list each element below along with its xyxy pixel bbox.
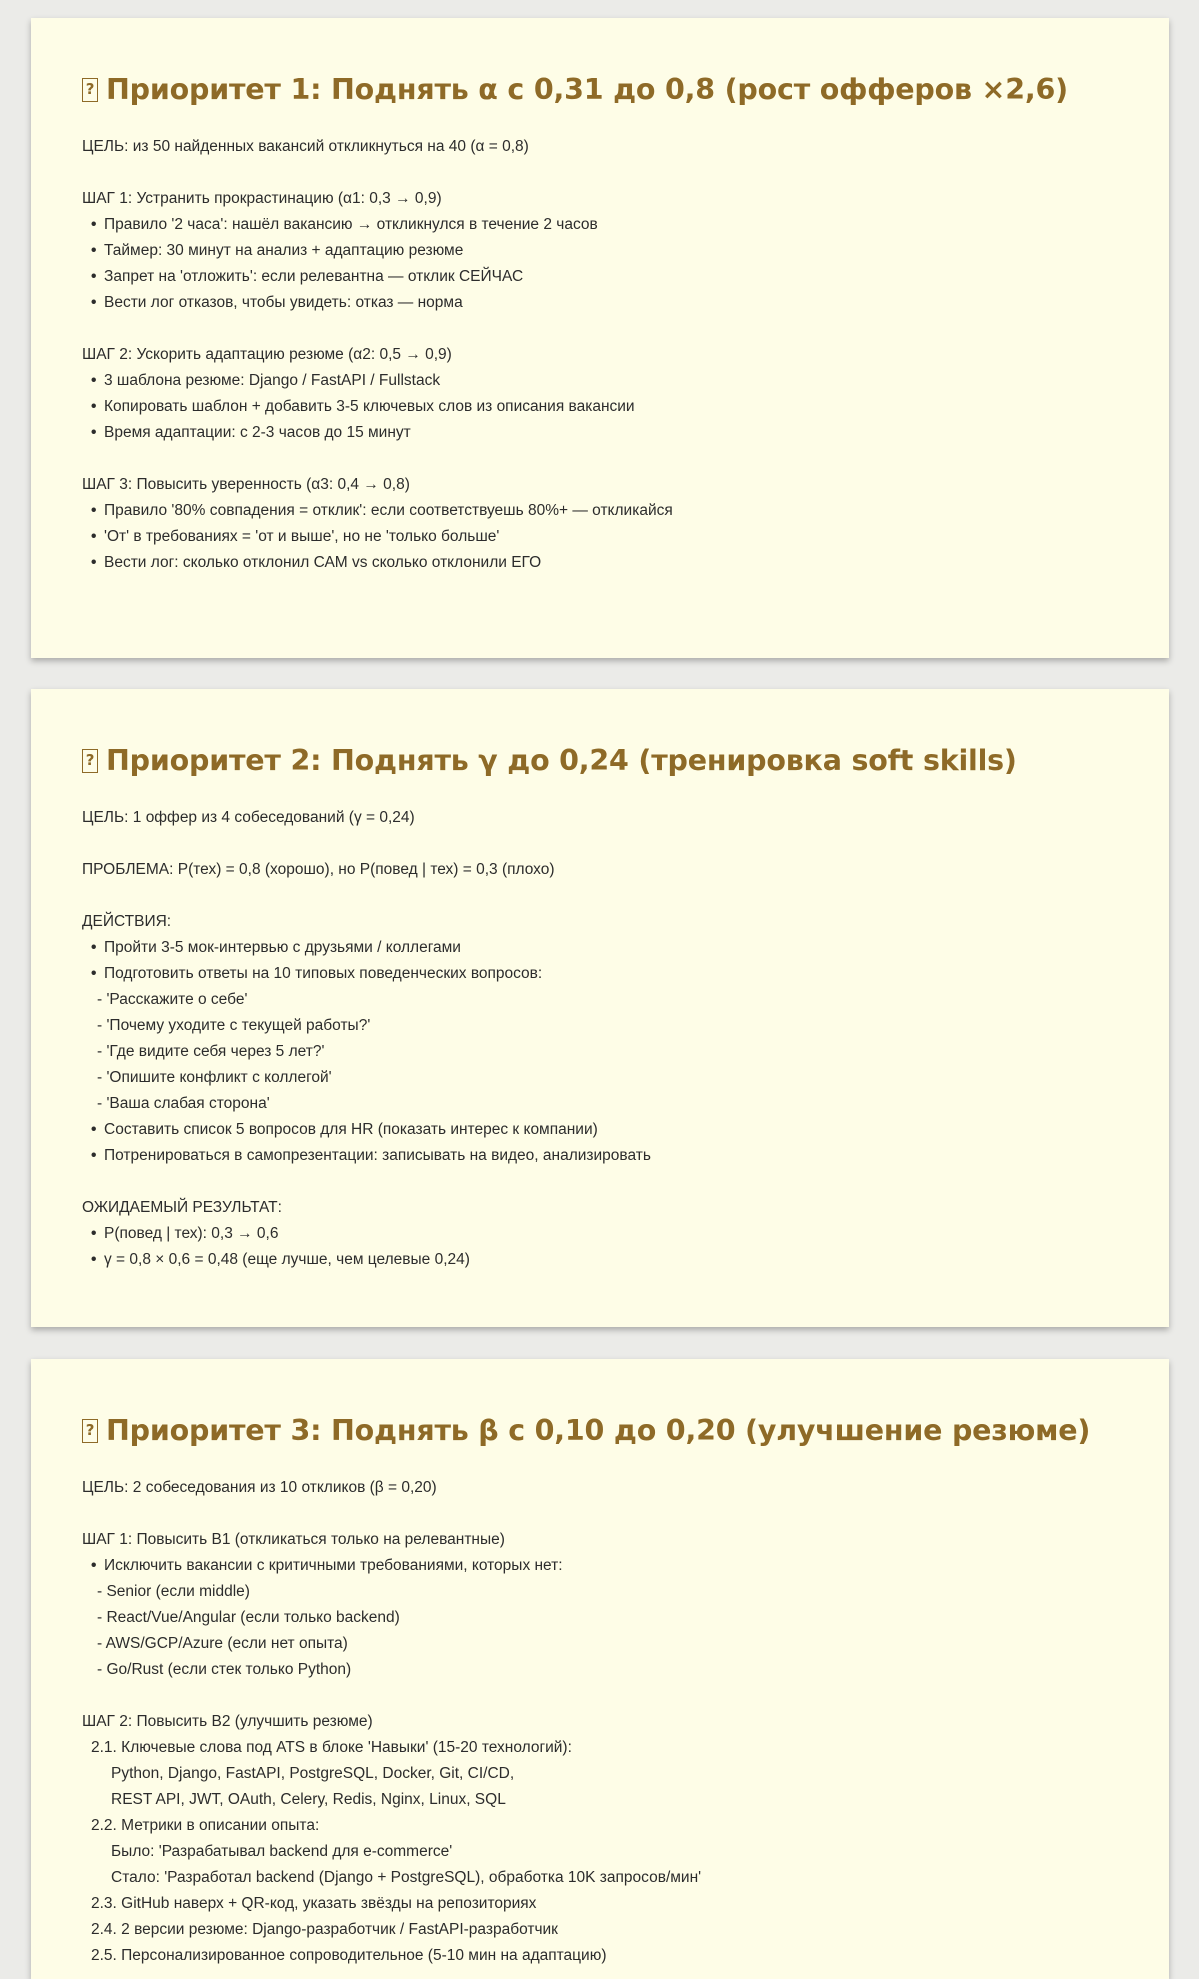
spacer xyxy=(82,831,1119,857)
text-line: ШАГ 2: Повысить B2 (улучшить резюме) xyxy=(82,1713,373,1730)
bullet-item: • Вести лог отказов, чтобы увидеть: отказ — норма xyxy=(82,290,1119,316)
bullet-item: • Исключить вакансии с критичными требованиями, которых нет: xyxy=(82,1553,1119,1579)
bullet-item: • Правило '2 часа': нашёл вакансию → откликнулся в течение 2 часов xyxy=(82,212,1119,238)
unknown-glyph-icon xyxy=(82,749,98,773)
bullet-item: • Подготовить ответы на 10 типовых поведенческих вопросов: xyxy=(82,961,1119,987)
text-line: ШАГ 1: Устранить прокрастинацию (α1: 0,3 → 0,9) xyxy=(82,190,442,207)
sub-item: - 'Расскажите о себе' xyxy=(97,991,248,1008)
card-title-text: Приоритет 2: Поднять γ до 0,24 (тренировка soft skills) xyxy=(106,743,1017,777)
text-line: ОЖИДАЕМЫЙ РЕЗУЛЬТАТ: xyxy=(82,1199,282,1216)
numbered-item: 2.5. Персонализированное сопроводительное (5-10 мин на адаптацию) xyxy=(91,1947,607,1964)
spacer xyxy=(82,316,1119,342)
bullet-item: • Составить список 5 вопросов для HR (показать интерес к компании) xyxy=(82,1117,1119,1143)
text-line: ЦЕЛЬ: из 50 найденных вакансий откликнуться на 40 (α = 0,8) xyxy=(82,138,529,155)
bullet-item: • Копировать шаблон + добавить 3-5 ключевых слов из описания вакансии xyxy=(82,394,1119,420)
bullet-item: • Время адаптации: с 2-3 часов до 15 минут xyxy=(82,420,1119,446)
continuation-line: Было: 'Разрабатывал backend для e-commerce' xyxy=(111,1843,453,1860)
spacer xyxy=(82,1501,1119,1527)
priority-2-card xyxy=(31,689,1169,1327)
bullet-item: • Потренироваться в самопрезентации: записывать на видео, анализировать xyxy=(82,1143,1119,1169)
sub-item: - AWS/GCP/Azure (если нет опыта) xyxy=(97,1635,348,1652)
bullet-item: • Вести лог: сколько отклонил САМ vs сколько отклонили ЕГО xyxy=(82,550,1119,576)
sub-item: - 'Почему уходите с текущей работы?' xyxy=(97,1017,371,1034)
bullet-item: • γ = 0,8 × 0,6 = 0,48 (еще лучше, чем целевые 0,24) xyxy=(82,1247,1119,1273)
bullet-item: • P(повед | тех): 0,3 → 0,6 xyxy=(82,1221,1119,1247)
sub-item: - Senior (если middle) xyxy=(97,1583,250,1600)
spacer xyxy=(82,446,1119,472)
text-line: ШАГ 3: Повысить уверенность (α3: 0,4 → 0,8) xyxy=(82,476,410,493)
card-body xyxy=(82,805,1119,1273)
text-line: ЦЕЛЬ: 1 оффер из 4 собеседований (γ = 0,24) xyxy=(82,809,415,826)
spacer xyxy=(82,883,1119,909)
sub-item: - 'Опишите конфликт с коллегой' xyxy=(97,1069,332,1086)
text-line: ЦЕЛЬ: 2 собеседования из 10 откликов (β = 0,20) xyxy=(82,1479,437,1496)
bullet-item: • Запрет на 'отложить': если релевантна — отклик СЕЙЧАС xyxy=(82,264,1119,290)
bullet-item: • Пройти 3-5 мок-интервью с друзьями / коллегами xyxy=(82,935,1119,961)
numbered-item: 2.4. 2 версии резюме: Django-разработчик / FastAPI-разработчик xyxy=(91,1921,558,1938)
card-title-text: Приоритет 3: Поднять β с 0,10 до 0,20 (улучшение резюме) xyxy=(106,1413,1091,1447)
continuation-line: Стало: 'Разработал backend (Django + PostgreSQL), обработка 10K запросов/мин' xyxy=(111,1869,702,1886)
sub-item: - Go/Rust (если стек только Python) xyxy=(97,1661,352,1678)
bullet-item: • Таймер: 30 минут на анализ + адаптацию резюме xyxy=(82,238,1119,264)
text-line: ПРОБЛЕМА: P(тех) = 0,8 (хорошо), но P(повед | тех) = 0,3 (плохо) xyxy=(82,861,555,878)
continuation-line: REST API, JWT, OAuth, Celery, Redis, Nginx, Linux, SQL xyxy=(111,1791,506,1808)
card-title xyxy=(82,66,1119,112)
sub-item: - 'Ваша слабая сторона' xyxy=(97,1095,270,1112)
spacer xyxy=(82,1683,1119,1709)
card-title-text: Приоритет 1: Поднять α с 0,31 до 0,8 (рост офферов ×2,6) xyxy=(106,72,1068,106)
bullet-item: • 3 шаблона резюме: Django / FastAPI / Fullstack xyxy=(82,368,1119,394)
card-body xyxy=(82,134,1119,576)
bullet-item: • 'От' в требованиях = 'от и выше', но не 'только больше' xyxy=(82,524,1119,550)
spacer xyxy=(82,160,1119,186)
priority-3-card xyxy=(31,1359,1169,1979)
numbered-item: 2.1. Ключевые слова под ATS в блоке 'Навыки' (15-20 технологий): xyxy=(91,1739,572,1756)
unknown-glyph-icon xyxy=(82,78,98,102)
continuation-line: Python, Django, FastAPI, PostgreSQL, Docker, Git, CI/CD, xyxy=(111,1765,515,1782)
spacer xyxy=(82,1169,1119,1195)
card-title xyxy=(82,737,1119,783)
bullet-item: • Правило '80% совпадения = отклик': если соответствуешь 80%+ — откликайся xyxy=(82,498,1119,524)
unknown-glyph-icon xyxy=(82,1419,98,1443)
sub-item: - 'Где видите себя через 5 лет?' xyxy=(97,1043,325,1060)
card-body xyxy=(82,1475,1119,1969)
card-title xyxy=(82,1407,1119,1453)
text-line: ШАГ 2: Ускорить адаптацию резюме (α2: 0,5 → 0,9) xyxy=(82,346,452,363)
numbered-item: 2.2. Метрики в описании опыта: xyxy=(91,1817,320,1834)
text-line: ШАГ 1: Повысить B1 (откликаться только на релевантные) xyxy=(82,1531,505,1548)
sub-item: - React/Vue/Angular (если только backend) xyxy=(97,1609,400,1626)
numbered-item: 2.3. GitHub наверх + QR-код, указать звёзды на репозиториях xyxy=(91,1895,537,1912)
priority-1-card xyxy=(31,18,1169,658)
text-line: ДЕЙСТВИЯ: xyxy=(82,913,172,930)
